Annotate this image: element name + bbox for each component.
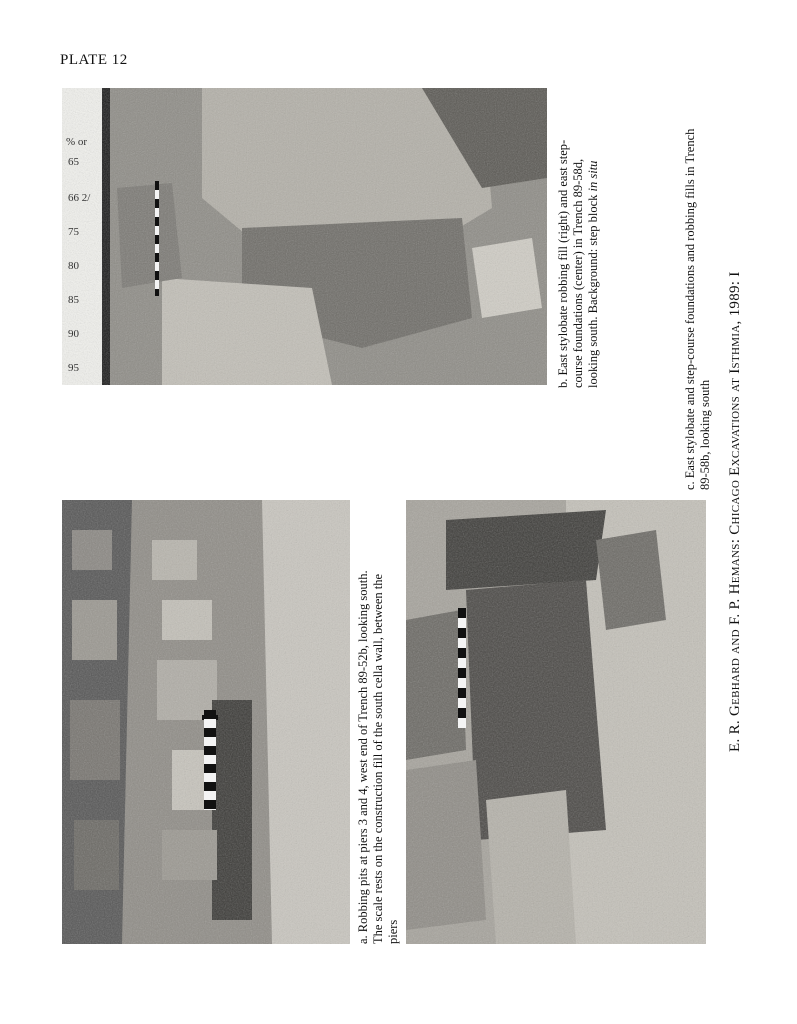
caption-b-line2: course foundations (center) in Trench 89-58d, [571, 158, 585, 388]
ruler-scale [155, 181, 159, 296]
footer-journal: Chicago Excavations at Isthmia, 1989: I [727, 271, 743, 535]
photo-c [406, 500, 706, 944]
caption-b-line3: looking south. Background: step block in situ [586, 160, 600, 388]
ruler-label: 90 [68, 328, 79, 340]
caption-c-line2: 89-58b, looking south [698, 379, 712, 490]
photo-b [62, 88, 547, 385]
caption-a-line1: a. Robbing pits at piers 3 and 4, west end of Trench 89-52b, looking south. [356, 570, 370, 944]
ruler-label: 85 [68, 294, 79, 306]
caption-a [356, 500, 401, 944]
caption-a-line2: The scale rests on the construction fill of the south cella wall, between the [371, 573, 385, 944]
caption-a-line3: piers [386, 919, 400, 944]
ruler-label: 75 [68, 226, 79, 238]
ruler-label: 66 2/ [68, 192, 91, 204]
ruler-label: 80 [68, 260, 79, 272]
photo-a [62, 500, 350, 944]
ruler-label: 65 [68, 156, 79, 168]
caption-b [556, 90, 601, 388]
caption-c-line1: c. East stylobate and step-course foundations and robbing fills in Trench [683, 128, 697, 490]
ruler-scale [204, 710, 216, 810]
ruler-scale [458, 608, 466, 728]
footer-authors: E. R. Gebhard and F. P. Hemans: [727, 538, 743, 752]
ruler-header: % or [66, 136, 88, 148]
caption-c [683, 90, 713, 490]
plate-footer [727, 271, 744, 752]
ruler-label: 95 [68, 362, 79, 374]
plate-label: PLATE 12 [60, 52, 128, 68]
caption-b-line1: b. East stylobate robbing fill (right) and east step- [556, 139, 570, 388]
